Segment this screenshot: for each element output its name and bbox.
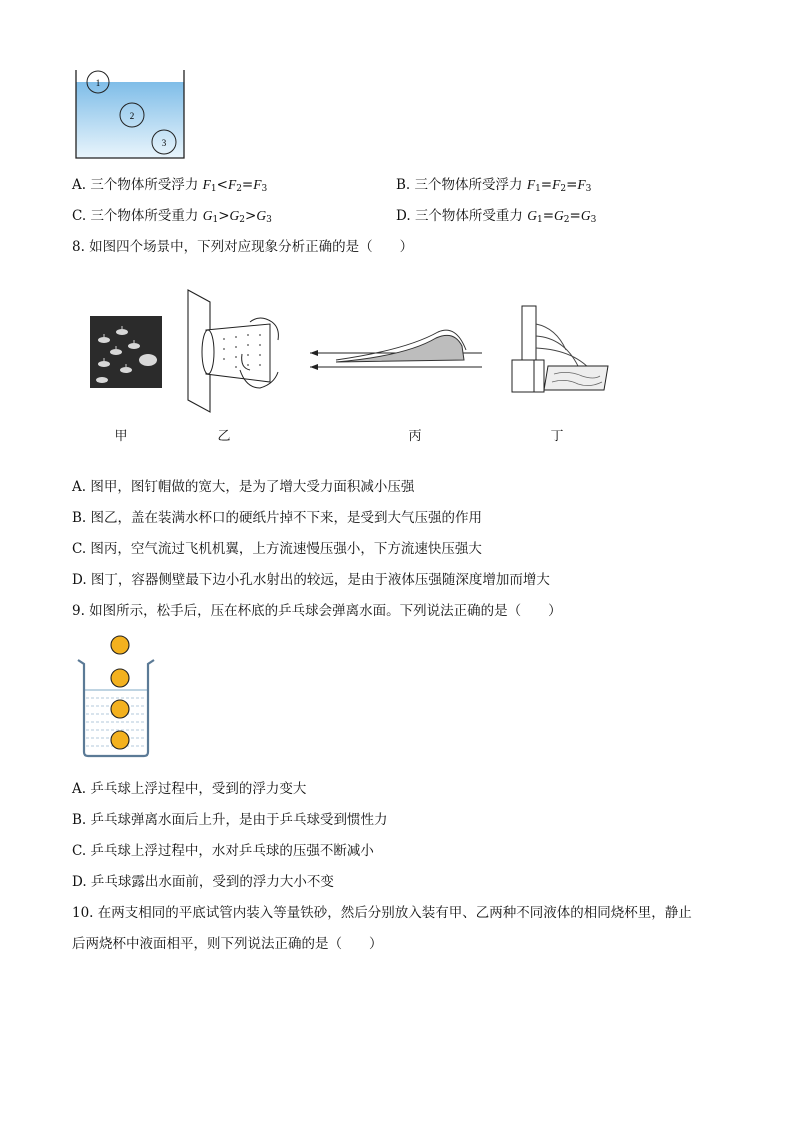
math-variable: F bbox=[577, 177, 586, 192]
math-variable: F bbox=[202, 177, 211, 192]
side-holes-figure bbox=[508, 304, 612, 394]
q8-option-a: A. 图甲，图钉帽做的宽大，是为了增大受力面积减小压强 bbox=[72, 479, 415, 495]
q8-option-b: B. 图乙，盖在装满水杯口的硬纸片掉不下来，是受到大气压强的作用 bbox=[72, 510, 483, 526]
math-variable: G bbox=[527, 208, 537, 223]
pingpong-ball bbox=[111, 669, 129, 687]
pingpong-ball bbox=[111, 731, 129, 749]
q9-option-d: D. 乒乓球露出水面前，受到的浮力大小不变 bbox=[72, 874, 334, 890]
q9-option-c: C. 乒乓球上浮过程中，水对乒乓球的压强不断减小 bbox=[72, 843, 374, 859]
q7-option-b: B. 三个物体所受浮力 $F_1=F_2=F_3$ bbox=[396, 177, 592, 194]
wing-airflow-figure bbox=[306, 326, 486, 376]
q8-option-d: D. 图丁，容器侧壁最下边小孔水射出的较远，是由于液体压强随深度增加而增大 bbox=[72, 572, 550, 588]
option-letter: B. bbox=[396, 177, 415, 193]
beaker-pingpong-figure bbox=[74, 632, 160, 758]
math-variable: F bbox=[227, 177, 237, 192]
math-variable: G bbox=[256, 208, 267, 223]
math-operator: < bbox=[216, 177, 228, 193]
math-operator: = bbox=[540, 177, 553, 193]
math-operator: = bbox=[542, 208, 555, 224]
math-variable: G bbox=[229, 208, 240, 223]
q9-stem: 9. 如图所示，松手后，压在杯底的乒乓球会弹离水面。下列说法正确的是（ ） bbox=[72, 603, 562, 619]
math-operator: > bbox=[245, 208, 257, 224]
option-letter: A. bbox=[72, 177, 91, 193]
q9-option-b: B. 乒乓球弹离水面后上升，是由于乒乓球受到惯性力 bbox=[72, 812, 388, 828]
q8-option-c: C. 图丙，空气流过飞机机翼，上方流速慢压强小，下方流速快压强大 bbox=[72, 541, 482, 557]
svg-text:1: 1 bbox=[95, 78, 101, 88]
caption-yi: 乙 bbox=[217, 429, 231, 444]
option-letter: C. bbox=[72, 208, 91, 224]
q7-container-figure bbox=[72, 66, 192, 162]
svg-text:2: 2 bbox=[129, 111, 135, 121]
q8-stem: 8. 如图四个场景中，下列对应现象分析正确的是（ ） bbox=[72, 239, 414, 255]
option-text: 三个物体所受重力 bbox=[414, 208, 528, 224]
q7-option-c: C. 三个物体所受重力 $G_1>G_2>G_3$ bbox=[72, 208, 272, 225]
pingpong-ball bbox=[111, 636, 129, 654]
option-letter: D. bbox=[396, 208, 415, 224]
q10-stem-line1: 10. 在两支相同的平底试管内装入等量铁砂，然后分别放入装有甲、乙两种不同液体的相同烧杯里，静止 bbox=[72, 905, 692, 921]
caption-ding: 丁 bbox=[550, 429, 564, 444]
math-variable: F bbox=[526, 177, 536, 192]
caption-jia: 甲 bbox=[114, 429, 128, 444]
q10-stem-line2: 后两烧杯中液面相平，则下列说法正确的是（ ） bbox=[72, 936, 383, 952]
option-text: 三个物体所受重力 bbox=[90, 208, 203, 224]
q7-option-a: A. 三个物体所受浮力 $F_1<F_2=F_3$ bbox=[72, 177, 268, 194]
math-operator: = bbox=[566, 177, 578, 193]
thumbtack-photo bbox=[90, 316, 162, 388]
math-variable: F bbox=[552, 177, 561, 192]
math-variable: F bbox=[253, 177, 262, 192]
q9-option-a: A. 乒乓球上浮过程中，受到的浮力变大 bbox=[72, 781, 307, 797]
math-variable: G bbox=[554, 208, 564, 223]
pingpong-ball bbox=[111, 700, 129, 718]
option-text: 三个物体所受浮力 bbox=[90, 177, 203, 193]
math-operator: > bbox=[218, 208, 230, 224]
q7-option-d: D. 三个物体所受重力 $G_1=G_2=G_3$ bbox=[396, 208, 597, 225]
option-text: 三个物体所受浮力 bbox=[414, 177, 527, 193]
svg-text:3: 3 bbox=[161, 138, 167, 148]
caption-bing: 丙 bbox=[408, 429, 422, 444]
math-operator: = bbox=[241, 177, 254, 193]
cup-card-figure bbox=[184, 288, 294, 414]
math-variable: G bbox=[202, 208, 213, 223]
math-operator: = bbox=[569, 208, 581, 224]
math-variable: G bbox=[580, 208, 591, 223]
